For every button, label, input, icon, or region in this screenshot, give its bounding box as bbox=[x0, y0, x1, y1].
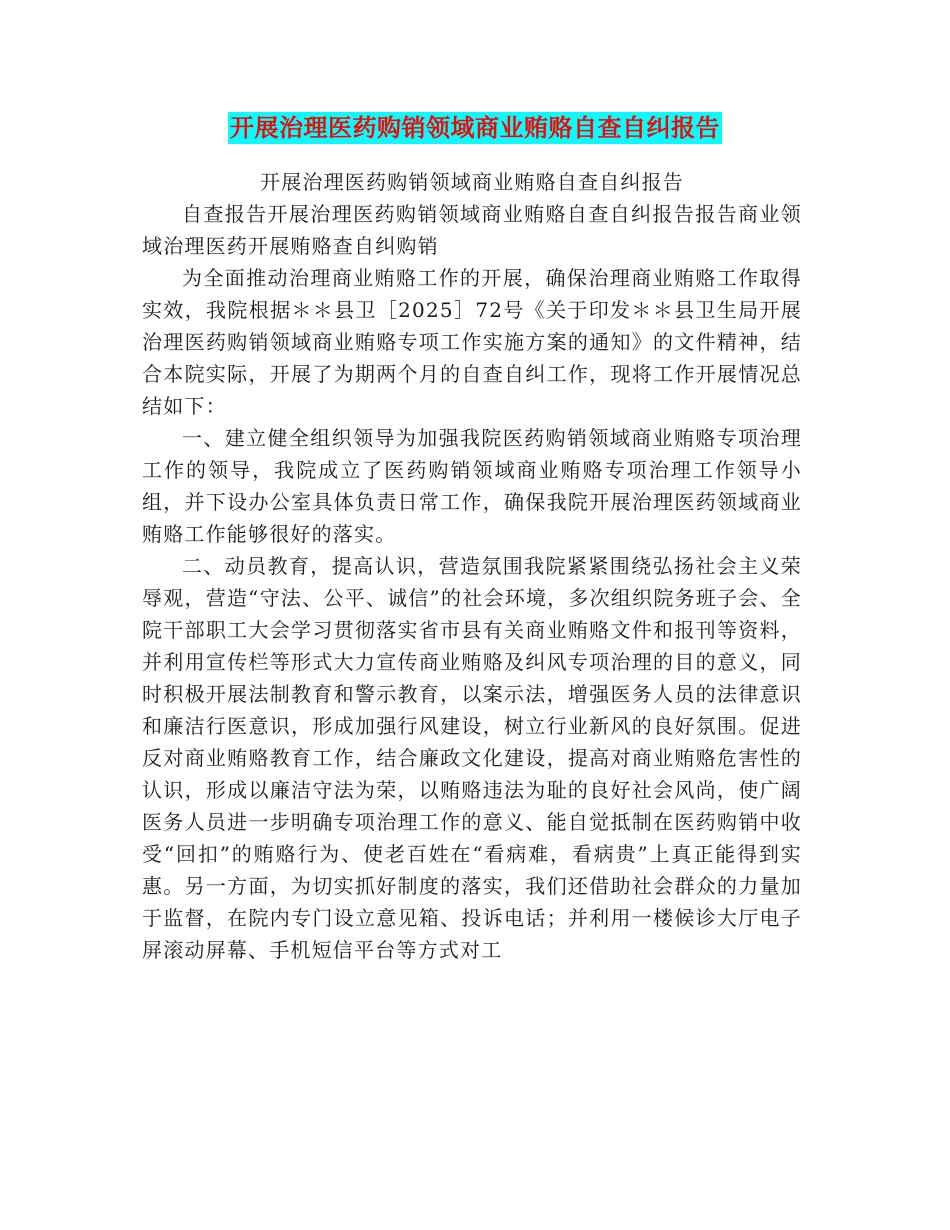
document-subtitle: 开展治理医药购销领域商业贿赂自查自纠报告 bbox=[260, 170, 684, 194]
document-title: 开展治理医药购销领域商业贿赂自查自纠报告 bbox=[230, 114, 720, 142]
paragraph-section-1: 一、建立健全组织领导为加强我院医药购销领域商业贿赂专项治理工作的领导，我院成立了医药购销领域商业贿赂专项治理工作领导小组，并下设办公室具体负责日常工作，确保我院开展治理医药领域商业贿赂工作能够很好的落实。 bbox=[142, 426, 802, 546]
paragraph-section-2: 二、动员教育，提高认识，营造氛围我院紧紧围绕弘扬社会主义荣辱观，营造“守法、公平、诚信”的社会环境，多次组织院务班子会、全院干部职工大会学习贯彻落实省市县有关商业贿赂文件和报刊等资料，并利用宣传栏等形式大力宣传商业贿赂及纠风专项治理的目的意义，同时积极开展法制教育和警示教育，以案示法，增强医务人员的法律意识和廉洁行医意识，形成加强行风建设，树立行业新风的良好氛围。促进反对商业贿赂教育工作，结合廉政文化建设，提高对商业贿赂危害性的认识，形成以廉洁守法为荣，以贿赂违法为耻的良好社会风尚，使广阔医务人员进一步明确专项治理工作的意义、能自觉抵制在医药购销中收受“回扣”的贿赂行为、使老百姓在“看病难，看病贵”上真正能得到实惠。另一方面，为切实抓好制度的落实，我们还借助社会群众的力量加于监督，在院内专门设立意见箱、投诉电话；并利用一楼候诊大厅电子屏滚动屏幕、手机短信平台等方式对工 bbox=[142, 554, 802, 962]
paragraph-keywords: 自查报告开展治理医药购销领域商业贿赂自查自纠报告报告商业领域治理医药开展贿赂查自纠购销 bbox=[142, 202, 802, 258]
title-container bbox=[0, 112, 950, 144]
paragraph-intro: 为全面推动治理商业贿赂工作的开展，确保治理商业贿赂工作取得实效，我院根据＊＊县卫［2025］72号《关于印发＊＊县卫生局开展治理医药购销领域商业贿赂专项工作实施方案的通知》的文件精神，结合本院实际，开展了为期两个月的自查自纠工作，现将工作开展情况总结如下： bbox=[142, 266, 802, 418]
document-body bbox=[142, 166, 802, 966]
